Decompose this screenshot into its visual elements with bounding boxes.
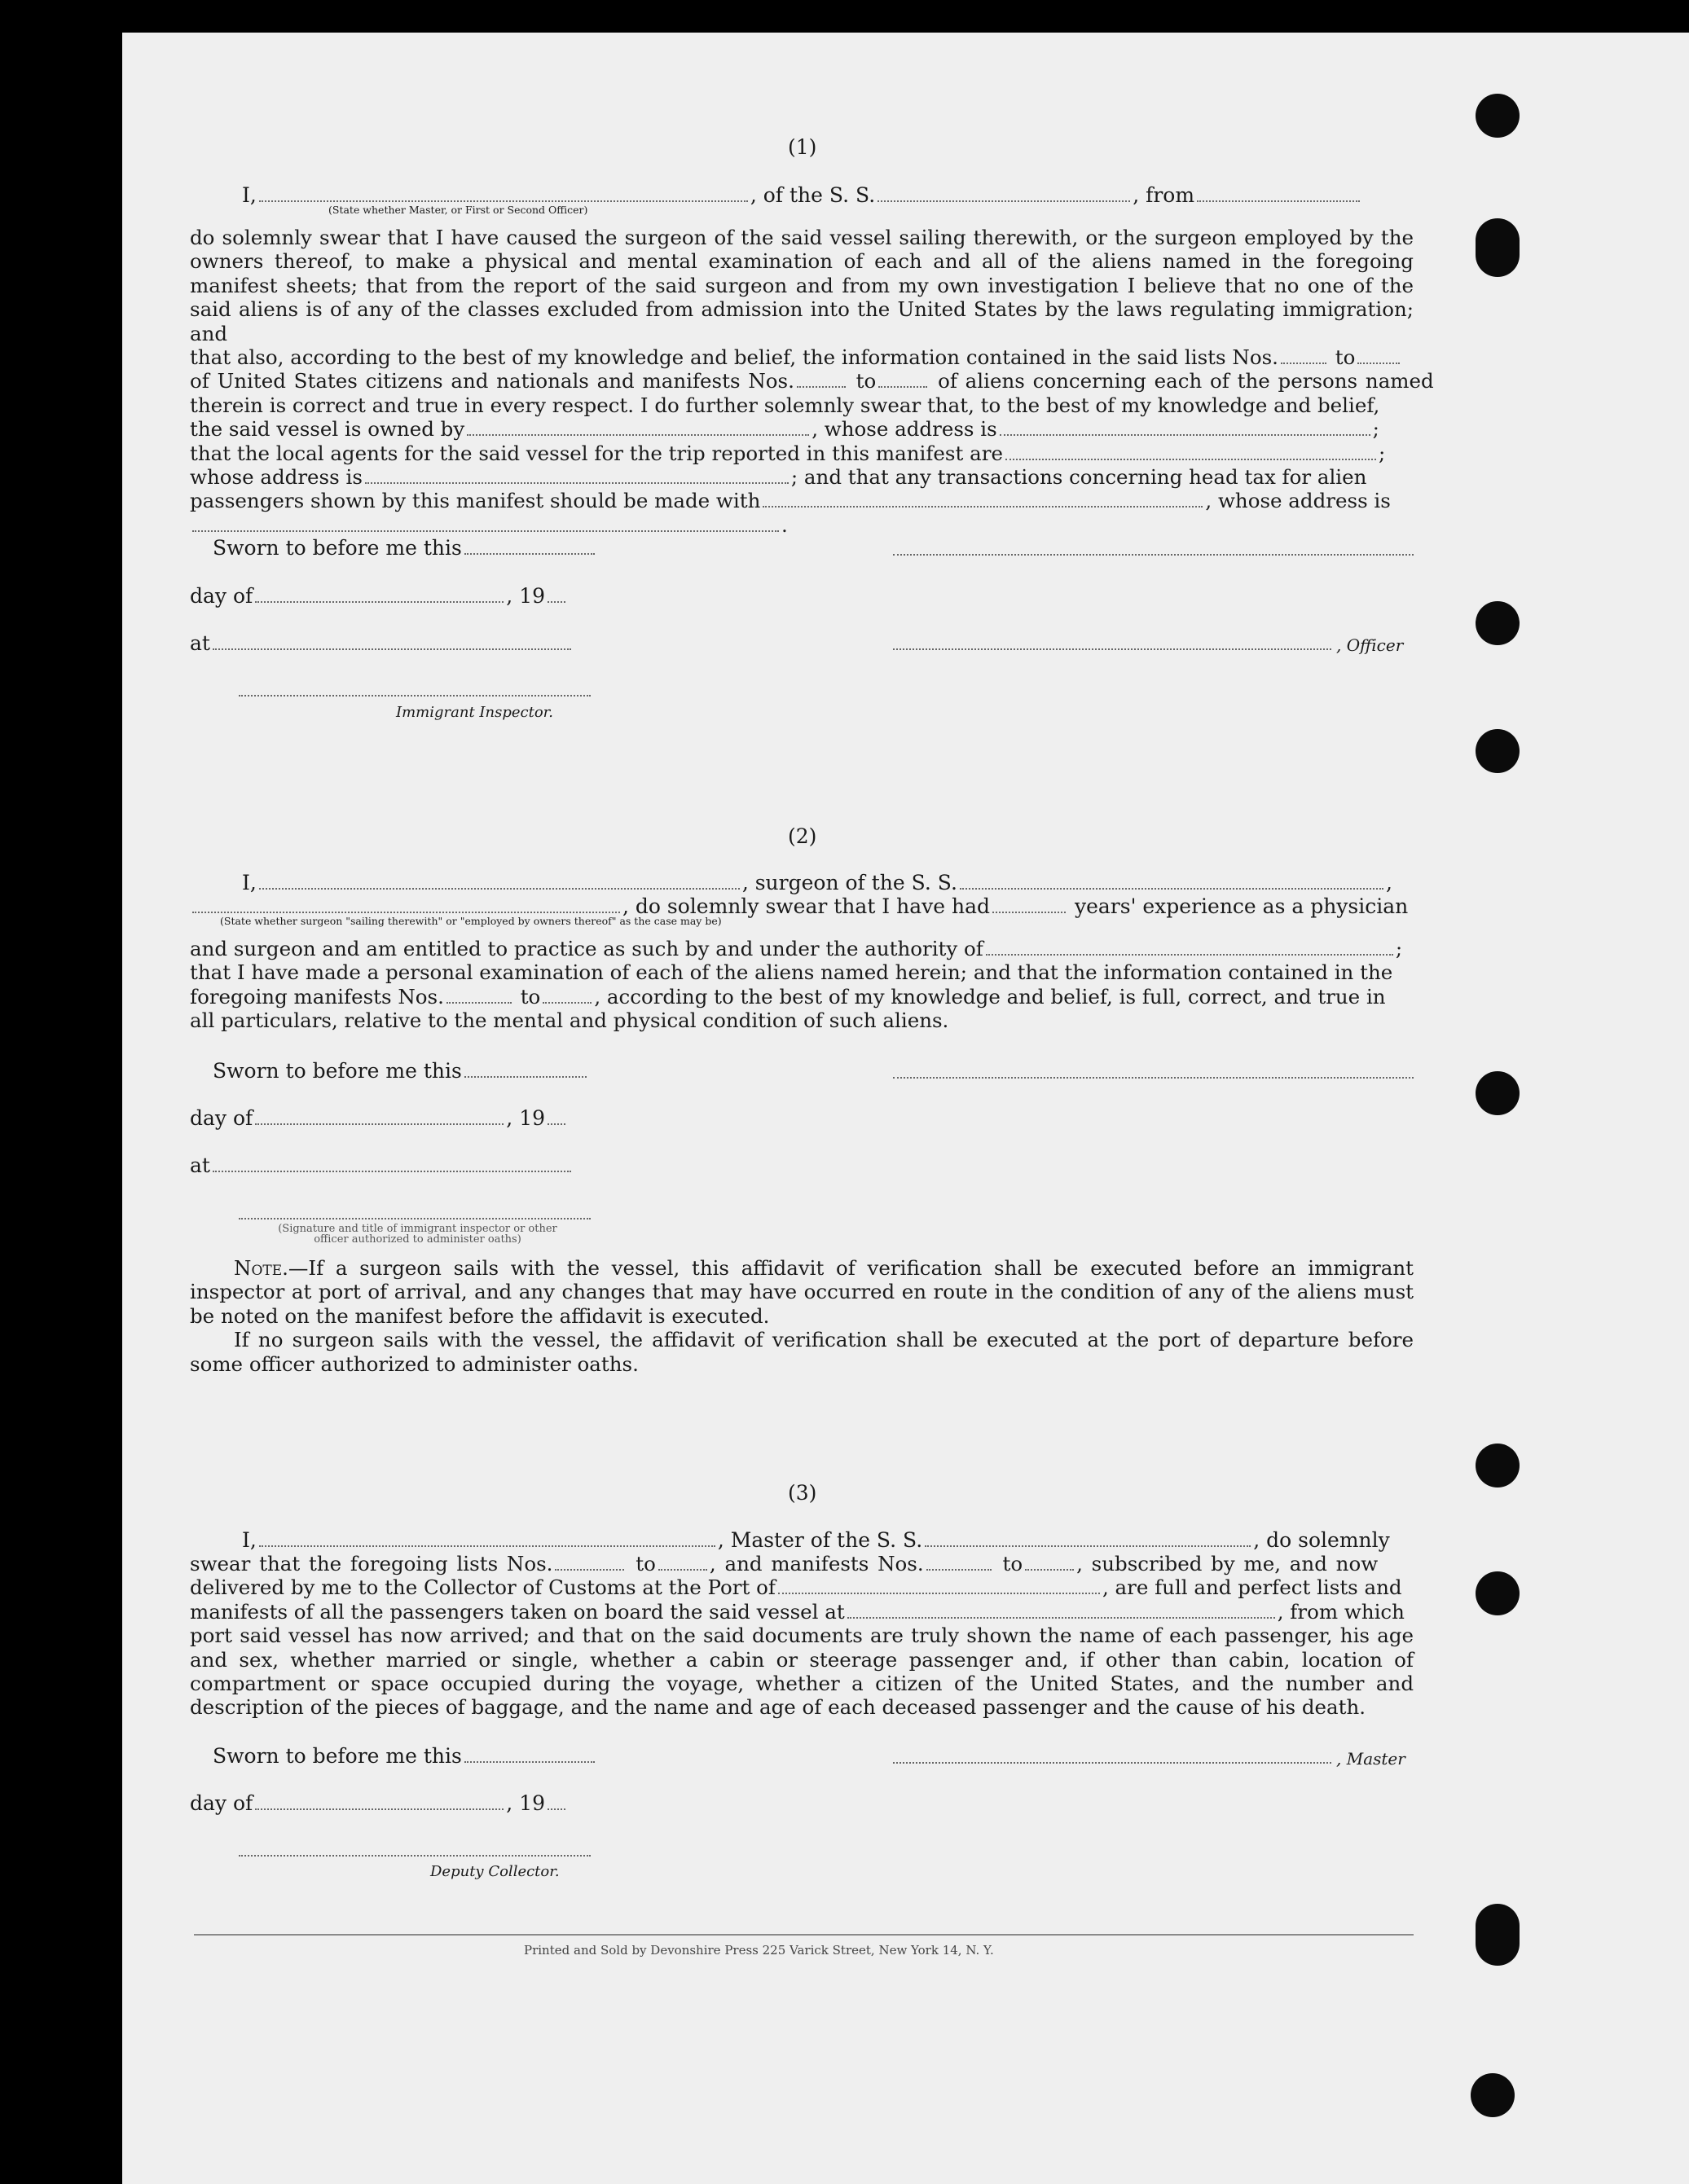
s2-sworn [213,1059,589,1083]
s1-passengers-address-label: , whose address is [1205,489,1391,513]
s1-headtax-address-field[interactable] [192,525,779,532]
s1-officer-line[interactable] [893,648,1331,650]
s2-note2-paragraph: If no surgeon sails with the vessel, the affidavit of verification shall be executed at the port of departure before some officer authorized to administer oaths. [190,1328,1414,1376]
s3-day-label: day of [190,1791,253,1815]
s1-row-owned [190,417,1414,441]
s2-row1 [242,871,1392,894]
s2-day-of [190,1106,568,1130]
s1-owner-field[interactable] [467,429,809,436]
s2-surgeon-status-field[interactable] [192,907,620,913]
s3-main-paragraph: port said vessel has now arrived; and that on the said documents are truly shown the name of each passenger, his age and sex, whether married or single, whether a cabin or steerage passenger and, if other than cabin, location of compartment or space occupied during the voyage, whether a citizen of the United States, and the number and description of the pieces of baggage, and the name and age of each deceased passenger and the cause of his death. [190,1624,1414,1720]
s3-year-label: , 19 [506,1791,546,1815]
s2-row4-tail: , according to the best of my knowledge and belief, is full, correct, and true in [594,984,1386,1009]
s1-agents-label: that the local agents for the said vessel for the trip reported in this manifest are [190,441,1003,465]
s1-year-label: , 19 [506,584,546,608]
punch-hole-9 [1471,2073,1515,2117]
s1-caption: (State whether Master, or First or Second Officer) [328,204,588,216]
s1-day-field[interactable] [255,596,504,603]
punch-hole-7 [1476,1571,1520,1615]
s3-lists-label: swear that the foregoing lists Nos. [190,1552,553,1575]
s1-correct-paragraph: therein is correct and true in every respect. I do further solemnly swear that, to the best of my knowledge and belief, [190,393,1380,417]
punch-hole-8 [1476,1904,1520,1966]
s3-master-name-field[interactable] [259,1540,715,1547]
s3-master-signature-line[interactable] [893,1762,1331,1764]
s1-inspector-line[interactable] [239,695,591,697]
s2-sworn-label: Sworn to before me this [213,1059,462,1083]
s3-master-of-label: , Master of the S. S. [717,1528,923,1552]
s2-authority-label: and surgeon and am entitled to practice as such by and under the authority of [190,937,983,960]
s1-day-of [190,584,568,608]
s1-agents-end: ; [1378,441,1386,465]
s3-boarded-field[interactable] [847,1612,1275,1619]
section2-heading: (2) [788,824,817,848]
s3-row2 [190,1552,1414,1575]
s2-day-label: day of [190,1106,253,1130]
s1-owner-address-field[interactable] [1000,429,1370,436]
s3-sworn-label: Sworn to before me this [213,1744,462,1768]
s1-end-period: . [781,512,788,537]
s3-port-label: delivered by me to the Collector of Customs at the Port of [190,1575,776,1600]
s1-officer-field[interactable] [259,196,748,202]
s2-row1-end: , [1385,871,1392,894]
s2-row4 [190,985,1414,1009]
s3-row3 [190,1575,1414,1599]
s2-swear-label: , do solemnly swear that I have had [622,894,991,918]
s2-years-field[interactable] [992,907,1066,913]
s1-intro-paragraph: do solemnly swear that I have caused the surgeon of the said vessel sailing therewith, or the surgeon employed by the owners thereof, to make a physical and mental examination of each and all of the aliens named in the foregoing manifest sheets; that from the report of the said surgeon and from my own investigation I believe that no one of the said aliens is of any of the classes excluded from admission into the United States by the laws regulating immigration; and [190,226,1414,345]
punch-hole-6 [1476,1444,1520,1487]
s1-agents-address-field[interactable] [365,477,789,484]
s3-deputy-label: Deputy Collector. [430,1863,560,1880]
s1-lists-label: that also, according to the best of my knowledge and belief, the information contained in the said lists Nos. [190,345,1278,370]
s1-at [190,631,574,655]
s3-row4-tail: , from which [1277,1599,1405,1624]
s1-owned-label: the said vessel is owned by [190,417,465,442]
s3-manifests-from[interactable] [926,1564,992,1571]
s1-row-end [190,513,1414,537]
printer-imprint: Printed and Sold by Devonshire Press 225 Varick Street, New York 14, N. Y. [524,1943,994,1958]
s2-sworn-field[interactable] [464,1071,587,1078]
s1-manifests-to: to [855,369,877,393]
s2-surgeon-of-label: , surgeon of the S. S. [741,871,957,894]
section1-heading: (1) [788,135,817,159]
s3-master-label: , Master [1336,1749,1405,1769]
s3-lists-from[interactable] [555,1564,624,1571]
s1-from-field[interactable] [1197,196,1360,202]
s1-at-field[interactable] [213,644,571,650]
s3-oath-text [190,1552,1414,1720]
s2-end-paragraph: all particulars, relative to the mental and physical condition of such aliens. [190,1009,949,1033]
s2-year-label: , 19 [506,1106,546,1130]
s2-caption: (State whether surgeon "sailing therewith" or "employed by owners thereof" as the case may be) [220,915,722,927]
s2-oath-text [190,937,1414,1033]
punch-hole-4 [1476,729,1520,773]
s2-vessel-field[interactable] [960,883,1383,890]
s3-vessel-field[interactable] [925,1540,1251,1547]
s3-row3-tail: , are full and perfect lists and [1102,1575,1402,1600]
s2-authority-field[interactable] [986,949,1393,956]
s2-inspector-line[interactable] [239,1218,591,1219]
footer-rule [194,1934,1414,1936]
s3-row4 [190,1600,1414,1624]
s2-surgeon-signature-line[interactable] [893,1077,1414,1079]
s3-manifests-to: to [1002,1552,1023,1575]
s2-note-paragraph [190,1256,1414,1328]
s1-day-label: day of [190,584,253,608]
s3-day-field[interactable] [255,1804,504,1810]
s3-i: I, [242,1528,257,1552]
s3-lists-to-field[interactable] [658,1564,707,1571]
s2-i: I, [242,871,257,894]
s1-of-ss: , of the S. S. [750,183,876,207]
s1-row-lists [190,345,1414,369]
s2-row3-end: ; [1395,937,1403,960]
s1-headtax-label: ; and that any transactions concerning head tax for alien [790,465,1367,490]
s2-at-label: at [190,1154,210,1177]
s2-years-label: years' experience as a physician [1074,894,1409,918]
s1-passengers-label: passengers shown by this manifest should be made with [190,489,761,513]
s1-sworn [213,536,597,560]
s3-row1-end: , do solemnly [1253,1528,1390,1552]
punch-hole-2 [1476,218,1520,277]
s2-at [190,1154,574,1177]
s3-manifests-to-field[interactable] [1025,1564,1074,1571]
s1-from: , from [1133,183,1195,207]
s2-manifests-from[interactable] [446,997,512,1004]
s3-sworn [213,1744,597,1768]
s1-manifests-label: of United States citizens and nationals and manifests Nos. [190,369,794,393]
s2-sig-caption: (Signature and title of immigrant inspector or other officer authorized to administer oaths) [278,1223,557,1246]
s1-lists-to: to [1335,345,1356,370]
s1-manifests-tail: of aliens concerning each of the persons named [938,369,1434,393]
s2-surgeon-name-field[interactable] [259,883,740,890]
s3-boarded-label: manifests of all the passengers taken on board the said vessel at [190,1599,845,1624]
punch-hole-5 [1476,1071,1520,1115]
s1-oath-text [190,226,1434,537]
s1-year-field[interactable] [548,596,565,603]
s1-inspector-label: Immigrant Inspector. [396,704,554,721]
s3-port-field[interactable] [778,1588,1100,1594]
s1-sworn-label: Sworn to before me this [213,536,462,560]
s1-i: I, [242,183,257,207]
s2-year-field[interactable] [548,1118,565,1125]
s2-note [190,1256,1414,1376]
s1-row-agents [190,442,1414,465]
punch-hole-1 [1476,94,1520,138]
s2-note-label: Note. [234,1256,288,1280]
s2-manifests-label: foregoing manifests Nos. [190,984,444,1009]
s3-row2-tail: , subscribed by me, and now [1076,1552,1379,1575]
s2-row3 [190,937,1414,960]
s1-row-manifests [190,369,1434,393]
s3-lists-to: to [636,1552,656,1575]
s1-headtax-field[interactable] [763,501,1203,508]
s1-manifests-to-field[interactable] [878,381,927,388]
s1-vessel-field[interactable] [877,196,1130,202]
s1-agents-field[interactable] [1005,454,1376,460]
punch-hole-3 [1476,601,1520,645]
s1-manifests-from[interactable] [797,381,846,388]
s1-sworn-field[interactable] [464,548,595,555]
s2-note-text: —If a surgeon sails with the vessel, this affidavit of verification shall be executed before an immigrant inspector at port of arrival, and any changes that may have occurred en route in the condition of any of the aliens must be noted on the manifest before the affidavit is executed. [190,1256,1414,1328]
s1-officer-label: , Officer [1336,635,1404,655]
s3-day-of [190,1791,568,1815]
section3-heading: (3) [788,1481,817,1505]
s1-lists-to-field[interactable] [1357,358,1400,364]
s2-manifests-to-field[interactable] [543,997,592,1004]
s1-owned-end: ; [1372,417,1379,442]
s1-whose-label: whose address is [190,465,363,490]
s3-deputy-line[interactable] [239,1855,591,1857]
s2-main-paragraph: that I have made a personal examination of each of the aliens named herein; and that the information contained in the [190,960,1393,985]
s1-at-label: at [190,631,210,655]
s3-row1 [242,1528,1390,1552]
s1-officer-signature-line[interactable] [893,554,1414,556]
s3-sworn-field[interactable] [464,1756,595,1763]
s2-day-field[interactable] [255,1118,504,1125]
s1-lists-from[interactable] [1281,358,1326,364]
s1-row-passengers [190,489,1414,512]
s3-manifests-label: , and manifests Nos. [709,1552,924,1575]
s1-owner-address-label: , whose address is [812,417,997,442]
s2-manifests-to: to [520,984,541,1009]
s1-row-whose [190,465,1414,489]
s3-year-field[interactable] [548,1804,565,1810]
s2-at-field[interactable] [213,1166,571,1172]
